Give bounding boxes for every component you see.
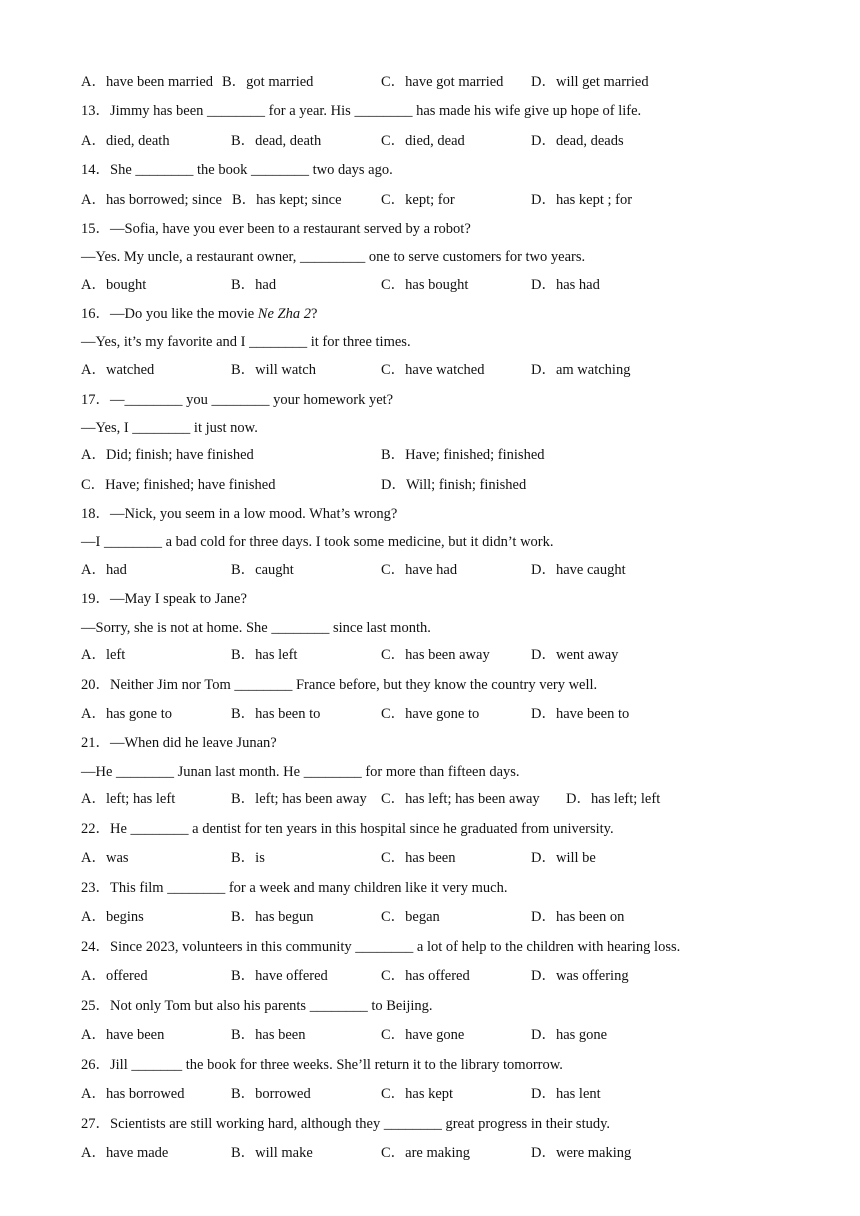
- q16-stem-reply: —Yes, it’s my favorite and I ________ it for three times.: [81, 334, 411, 350]
- q13-option-c: C．died, dead: [381, 133, 465, 149]
- q15-stem-reply: —Yes. My uncle, a restaurant owner, _________ one to serve customers for two years.: [81, 249, 586, 265]
- q16-option-a: A．watched: [81, 362, 155, 378]
- q17-stem-reply: —Yes, I ________ it just now.: [81, 420, 258, 436]
- q26-option-b: B．borrowed: [231, 1086, 311, 1102]
- q19-option-c: C．has been away: [381, 647, 490, 663]
- q24-stem: 24．Since 2023, volunteers in this community ________ a lot of help to the children with hearing loss.: [81, 939, 681, 955]
- q23-option-c: C．began: [381, 909, 440, 925]
- q19-stem: 19．—May I speak to Jane?: [81, 591, 247, 607]
- q19-stem-reply: —Sorry, she is not at home. She ________ since last month.: [81, 620, 431, 636]
- q21-stem-reply: —He ________ Junan last month. He ________ for more than fifteen days.: [81, 764, 520, 780]
- q18-option-c: C．have had: [381, 562, 458, 578]
- q14-stem: 14．She ________ the book ________ two days ago.: [81, 162, 393, 178]
- q14-option-c: C．kept; for: [381, 192, 455, 208]
- q19-option-d: D．went away: [531, 647, 619, 663]
- q26-option-d: D．has lent: [531, 1086, 601, 1102]
- q17-stem: 17．—________ you ________ your homework yet?: [81, 392, 394, 408]
- q15-option-b: B．had: [231, 277, 277, 293]
- q15-stem: 15．—Sofia, have you ever been to a restaurant served by a robot?: [81, 221, 471, 237]
- q20-option-d: D．have been to: [531, 706, 630, 722]
- q26-option-c: C．has kept: [381, 1086, 454, 1102]
- q16-option-c: C．have watched: [381, 362, 485, 378]
- q27-option-a: A．have made: [81, 1145, 169, 1161]
- q25-option-a: A．have been: [81, 1027, 165, 1043]
- q14-option-a: A．has borrowed; since: [81, 192, 222, 208]
- q20-option-c: C．have gone to: [381, 706, 480, 722]
- q22-option-a: A．was: [81, 850, 129, 866]
- q22-option-b: B．is: [231, 850, 265, 866]
- q23-option-a: A．begins: [81, 909, 144, 925]
- q22-option-d: D．will be: [531, 850, 596, 866]
- q22-stem: 22．He ________ a dentist for ten years in this hospital since he graduated from university.: [81, 821, 614, 837]
- q21-stem: 21．—When did he leave Junan?: [81, 735, 277, 751]
- q24-option-a: A．offered: [81, 968, 148, 984]
- q13-stem: 13．Jimmy has been ________ for a year. His ________ has made his wife give up hope of life.: [81, 103, 642, 119]
- q24-option-d: D．was offering: [531, 968, 629, 984]
- q17-option-d: D．Will; finish; finished: [381, 477, 527, 493]
- q16-stem-end: ?: [310, 306, 318, 322]
- q15-option-d: D．has had: [531, 277, 600, 293]
- q16-option-b: B．will watch: [231, 362, 316, 378]
- q17-option-a: A．Did; finish; have finished: [81, 447, 254, 463]
- q12-option-c: C．have got married: [381, 74, 504, 90]
- q16-option-d: D．am watching: [531, 362, 631, 378]
- q13-option-a: A．died, death: [81, 133, 170, 149]
- q18-option-b: B．caught: [231, 562, 294, 578]
- q14-option-d: D．has kept ; for: [531, 192, 633, 208]
- q20-option-a: A．has gone to: [81, 706, 173, 722]
- q15-option-c: C．has bought: [381, 277, 469, 293]
- q27-stem: 27．Scientists are still working hard, although they ________ great progress in their study.: [81, 1116, 611, 1132]
- q18-stem: 18．—Nick, you seem in a low mood. What’s wrong?: [81, 506, 398, 522]
- q19-option-a: A．left: [81, 647, 126, 663]
- q19-option-b: B．has left: [231, 647, 298, 663]
- q13-option-d: D．dead, deads: [531, 133, 624, 149]
- q21-option-d: D．has left; left: [566, 791, 661, 807]
- q26-stem: 26．Jill _______ the book for three weeks. She’ll return it to the library tomorrow.: [81, 1057, 563, 1073]
- q25-stem: 25．Not only Tom but also his parents ________ to Beijing.: [81, 998, 433, 1014]
- q21-option-c: C．has left; has been away: [381, 791, 540, 807]
- q16-stem-text: 16．—Do you like the movie: [81, 306, 258, 322]
- q23-option-d: D．has been on: [531, 909, 625, 925]
- q17-option-c: C．Have; finished; have finished: [81, 477, 276, 493]
- q18-option-d: D．have caught: [531, 562, 626, 578]
- q24-option-b: B．have offered: [231, 968, 328, 984]
- q22-option-c: C．has been: [381, 850, 456, 866]
- q17-option-b: B．Have; finished; finished: [381, 447, 545, 463]
- q14-option-b: B．has kept; since: [232, 192, 342, 208]
- q25-option-c: C．have gone: [381, 1027, 465, 1043]
- q15-option-a: A．bought: [81, 277, 147, 293]
- q25-option-d: D．has gone: [531, 1027, 608, 1043]
- q27-option-b: B．will make: [231, 1145, 313, 1161]
- q20-stem: 20．Neither Jim nor Tom ________ France before, but they know the country very well.: [81, 677, 598, 693]
- q18-stem-reply: —I ________ a bad cold for three days. I took some medicine, but it didn’t work.: [81, 534, 554, 550]
- q21-option-b: B．left; has been away: [231, 791, 367, 807]
- q21-option-a: A．left; has left: [81, 791, 176, 807]
- q27-option-c: C．are making: [381, 1145, 470, 1161]
- q24-option-c: C．has offered: [381, 968, 470, 984]
- q18-option-a: A．had: [81, 562, 127, 578]
- q27-option-d: D．were making: [531, 1145, 632, 1161]
- q26-option-a: A．has borrowed: [81, 1086, 185, 1102]
- q12-option-d: D．will get married: [531, 74, 649, 90]
- q12-option-a: A．have been married: [81, 74, 214, 90]
- q23-option-b: B．has begun: [231, 909, 314, 925]
- q23-stem: 23．This film ________ for a week and many children like it very much.: [81, 880, 508, 896]
- q13-option-b: B．dead, death: [231, 133, 322, 149]
- q16-movie-title: Ne Zha 2: [257, 306, 311, 322]
- q12-option-b: B．got married: [222, 74, 314, 90]
- q20-option-b: B．has been to: [231, 706, 321, 722]
- q16-stem: [81, 305, 317, 323]
- q25-option-b: B．has been: [231, 1027, 306, 1043]
